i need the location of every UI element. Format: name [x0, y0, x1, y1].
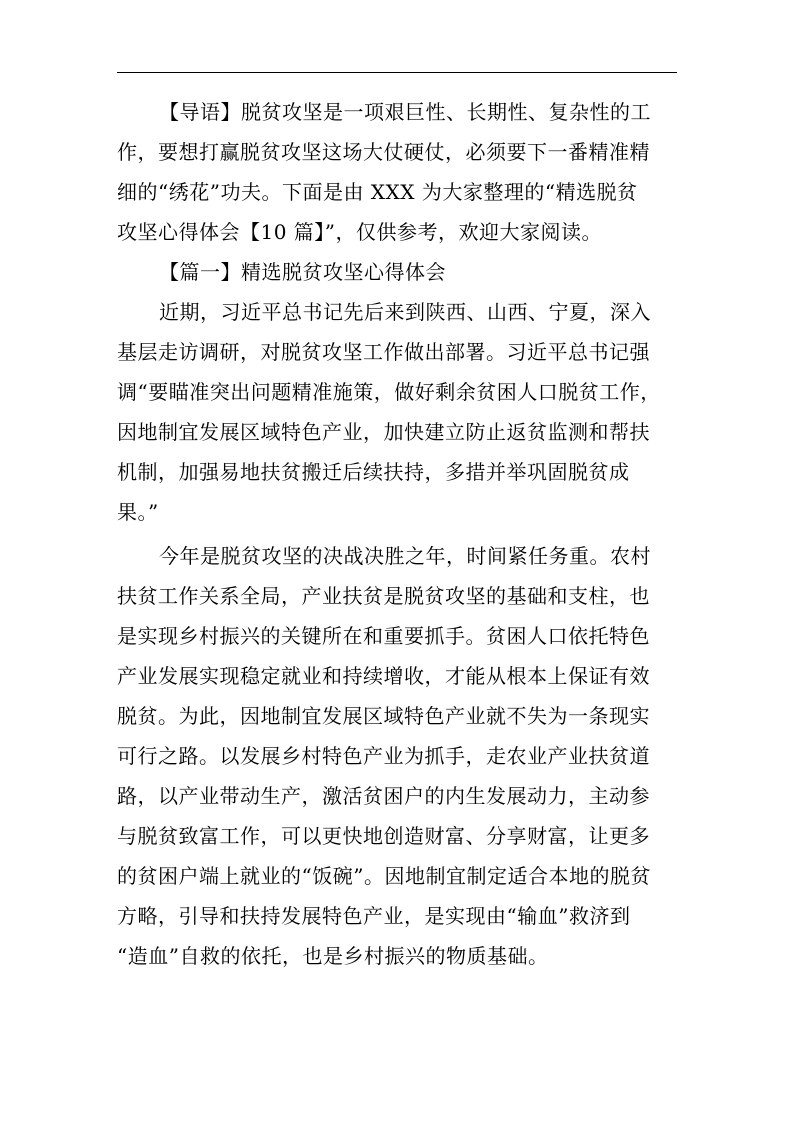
paragraph-line: 基层走访调研，对脱贫攻坚工作做出部署。习近平总书记强 — [117, 340, 650, 364]
paragraph-line: 因地制宜发展区域特色产业，加快建立防止返贫监测和帮扶 — [117, 420, 650, 444]
paragraph-line: 扶贫工作关系全局，产业扶贫是脱贫攻坚的基础和支柱，也 — [117, 584, 650, 608]
paragraph-line: 路，以产业带动生产，激活贫困户的内生发展动力，主动参 — [117, 784, 650, 808]
paragraph-line: 可行之路。以发展乡村特色产业为抓手，走农业产业扶贫道 — [117, 744, 650, 768]
intro-line: 作，要想打赢脱贫攻坚这场大仗硬仗，必须要下一番精准精 — [117, 140, 650, 164]
paragraph-line: 近期，习近平总书记先后来到陕西、山西、宁夏，深入 — [159, 300, 651, 324]
paragraph-line: 脱贫。为此，因地制宜发展区域特色产业就不失为一条现实 — [117, 704, 650, 728]
intro-line: 【导语】脱贫攻坚是一项艰巨性、长期性、复杂性的工 — [159, 100, 651, 124]
paragraph-line: 的贫困户端上就业的“饭碗”。因地制宜制定适合本地的脱贫 — [117, 864, 651, 888]
paragraph-line: 调“要瞄准突出问题精准施策，做好剩余贫困人口脱贫工作， — [117, 380, 661, 404]
intro-paragraph — [117, 92, 677, 252]
paragraph-line: 机制，加强易地扶贫搬迁后续扶持，多措并举巩固脱贫成 — [117, 460, 630, 484]
intro-line: 细的“绣花”功夫。下面是由 XXX 为大家整理的“精选脱贫 — [117, 180, 638, 204]
paragraph-line: 与脱贫致富工作，可以更快地创造财富、分享财富，让更多 — [117, 824, 650, 848]
document-body — [117, 92, 677, 976]
paragraph-line: 今年是脱贫攻坚的决战决胜之年，时间紧任务重。农村 — [159, 544, 651, 568]
paragraph-line: 方略，引导和扶持发展特色产业，是实现由“输血”救济到 — [117, 904, 631, 928]
paragraph-line: 产业发展实现稳定就业和持续增收，才能从根本上保证有效 — [117, 664, 650, 688]
section-heading: 【篇一】精选脱贫攻坚心得体会 — [159, 260, 446, 284]
paragraph-2 — [117, 536, 677, 976]
paragraph-line: “造血”自救的依托，也是乡村振兴的物质基础。 — [117, 944, 549, 968]
paragraph-line: 是实现乡村振兴的关键所在和重要抓手。贫困人口依托特色 — [117, 624, 650, 648]
paragraph-1 — [117, 292, 677, 532]
header-rule — [117, 72, 677, 73]
intro-line: 攻坚心得体会【10 篇】”，仅供参考，欢迎大家阅读。 — [117, 220, 603, 244]
paragraph-line: 果。” — [117, 500, 159, 524]
